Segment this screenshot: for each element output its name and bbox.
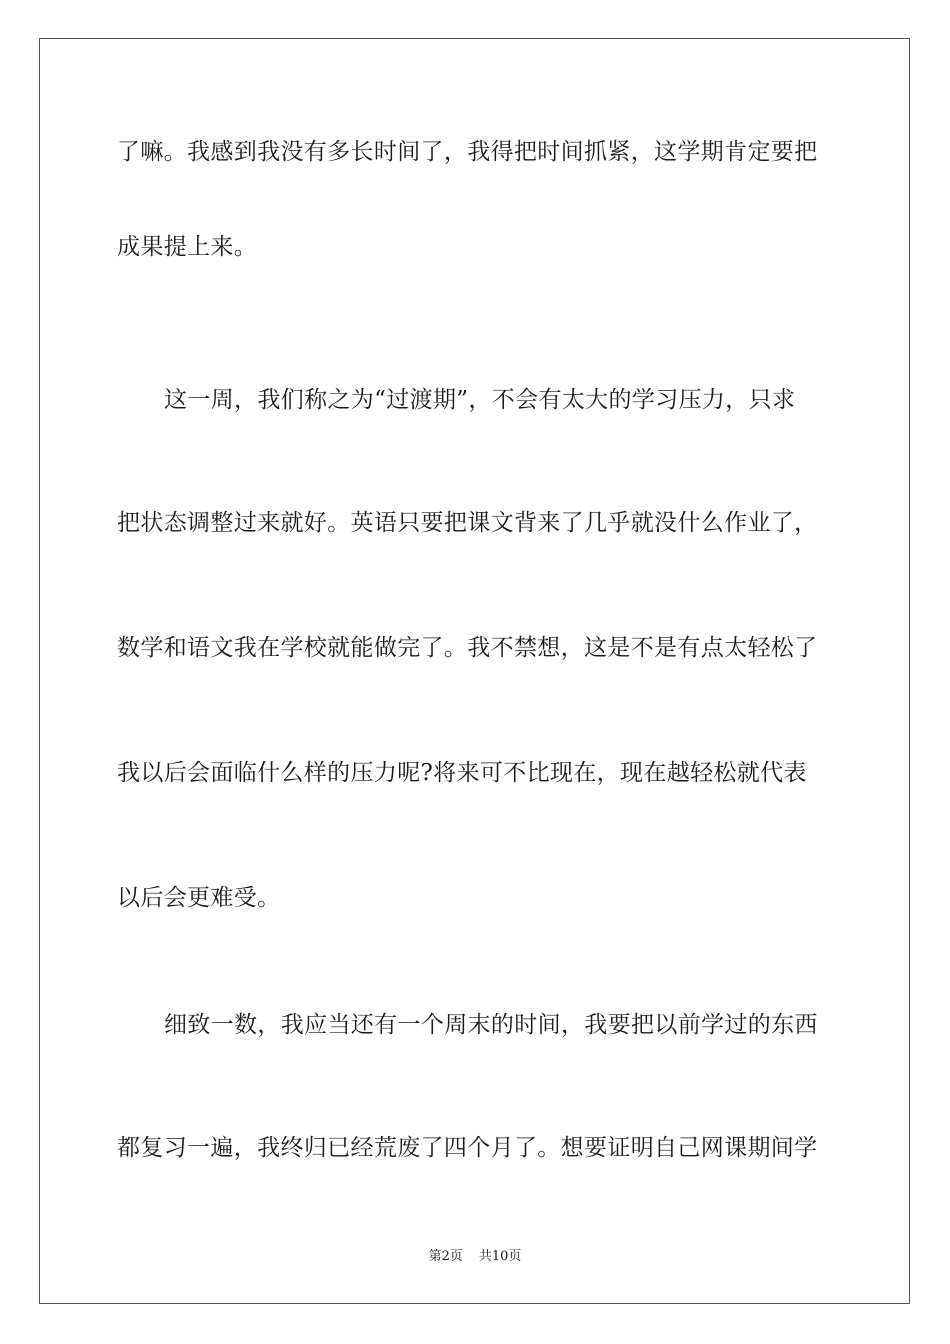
text-line-7: 以后会更难受。: [117, 885, 281, 911]
page-total: 共10页: [478, 1249, 522, 1264]
page-border: [39, 38, 910, 1304]
text-line-5: 数学和语文我在学校就能做完了。我不禁想，这是不是有点太轻松了: [117, 635, 818, 661]
text-line-9: 都复习一遍，我终归已经荒废了四个月了。想要证明自己网课期间学: [117, 1135, 818, 1161]
text-line-6: 我以后会面临什么样的压力呢?将来可不比现在，现在越轻松就代表: [117, 760, 807, 786]
page-footer: [0, 1248, 950, 1266]
text-line-3: 这一周，我们称之为“过渡期”，不会有太大的学习压力，只求: [164, 387, 796, 413]
text-line-2: 成果提上来。: [117, 234, 258, 260]
text-line-8: 细致一数，我应当还有一个周末的时间，我要把以前学过的东西: [164, 1012, 818, 1038]
text-line-1: 了嘛。我感到我没有多长时间了，我得把时间抓紧，这学期肯定要把: [117, 139, 818, 165]
text-line-4: 把状态调整过来就好。英语只要把课文背来了几乎就没什么作业了，: [117, 510, 818, 536]
page-number: 第2页: [428, 1249, 463, 1264]
